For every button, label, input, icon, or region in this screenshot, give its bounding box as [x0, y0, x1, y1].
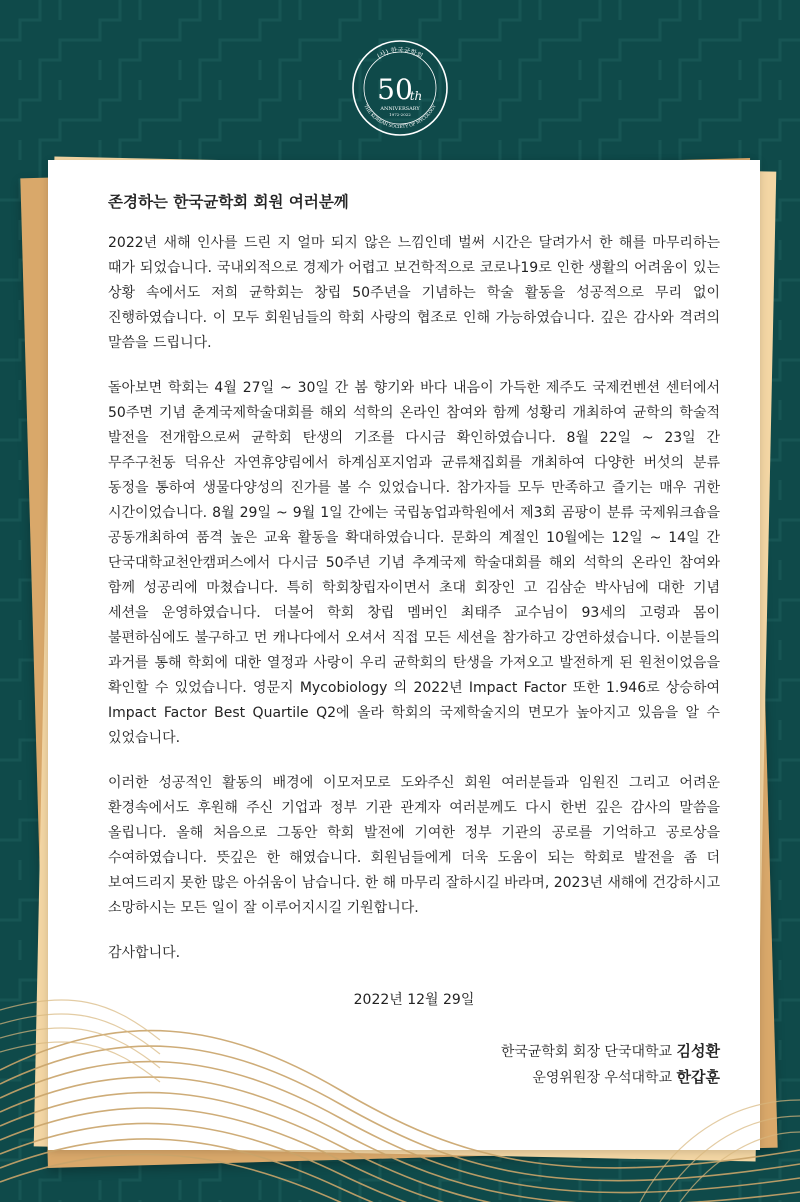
emblem-label: ANNIVERSARY: [380, 106, 420, 112]
letter-paragraph-2: 돌아보면 학회는 4월 27일 ~ 30일 간 봄 향기와 바다 내음이 가득한 제주도 국제컨벤션 센터에서 50주면 기념 춘계국제학술대회를 해외 석학의 온라인 참여와 함께 성황리 개최하여 균학의 학술적 발전을 전개함으로써 균학회 탄생의 기조를 다시금 확인하였습니다. 8월 22일 ~ 23일 간 무주구천동 덕유산 자연휴양림에서 하계심포지엄과 균류채집회를 개최하여 다양한 버섯의 분류 동정을 통하여 생물다양성의 진가를 볼 수 있었습니다. 참가자들 모두 만족하고 즐기는 매우 귀한 시간이었습니다. 8월 29일 ~ 9월 1일 간에는 국립농업과학원에서 제3회 곰팡이 분류 국제워크숍을 공동개최하여 품격 높은 교육 활동을 확대하였습니다. 문화의 계절인 10월에는 12일 ~ 14일 간 단국대학교천안캠퍼스에서 다시금 50주년 기념 추계국제 학술대회를 해외 석학의 온라인 참여와 함께 성공리에 마쳤습니다. 특히 학회창립자이면서 초대 회장인 고 김삼순 박사님에 대한 기념 세션을 운영하였습니다. 더불어 학회 창립 멤버인 최태주 교수님이 93세의 고령과 몸이 불편하심에도 불구하고 먼 캐나다에서 오셔서 직접 모든 세션을 참가하고 강연하셨습니다. 이분들의 과거를 통해 학회에 대한 열정과 사랑이 우리 균학회의 탄생을 가져오고 발전하게 된 원천이었음을 확인할 수 있었습니다. 영문지 Mycobiology 의 2022년 Impact Factor 또한 1.946로 상승하여 Impact Factor Best Quartile Q2에 올라 학회의 국제학술지의 면모가 높아지고 있음을 알 수 있었습니다.: [108, 380, 720, 746]
letter-body: [108, 190, 720, 1091]
signature-president-name: 김성환: [676, 1042, 720, 1060]
emblem-suffix: th: [409, 89, 423, 103]
signature-chair: [108, 1065, 720, 1091]
letter-salutation: 존경하는 한국균학회 회원 여러분께: [108, 193, 349, 211]
emblem-years: 1972-2022: [389, 112, 411, 117]
letter-closing: 감사합니다.: [108, 945, 181, 961]
signature-chair-title: 운영위원장 우석대학교: [532, 1070, 673, 1086]
emblem-ring-bottom: THE KOREAN SOCIETY OF MYCOLOGY: [362, 104, 438, 131]
signature-president-title: 한국균학회 회장 단국대학교: [500, 1044, 673, 1060]
letter-date: 2022년 12월 29일: [353, 992, 475, 1008]
anniversary-emblem: [350, 38, 450, 138]
letter-paragraph-1: 2022년 새해 인사를 드린 지 얼마 되지 않은 느낌인데 벌써 시간은 달려가서 한 해를 마무리하는 때가 되었습니다. 국내외적으로 경제가 어렵고 보건학적으로 코로나19로 인한 생활의 어려움이 있는 상황 속에서도 저희 균학회는 창립 50주년을 기념하는 학술 활동을 성공적으로 무리 없이 진행하였습니다. 이 모두 회원님들의 학회 사랑의 협조로 인해 가능하였습니다. 깊은 감사와 격려의 말씀을 드립니다.: [108, 235, 720, 351]
signature-chair-name: 한갑훈: [676, 1068, 720, 1086]
emblem-number: 50: [377, 73, 413, 106]
emblem-ring-top: (사) 한국균학회: [375, 45, 425, 61]
svg-text:(사) 한국균학회: [376, 45, 425, 60]
letter-paragraph-3: 이러한 성공적인 활동의 배경에 이모저모로 도와주신 회원 여러분들과 임원진 그리고 어려운 환경속에서도 후원해 주신 기업과 정부 기관 관계자 여러분께도 다시 한번 깊은 감사의 말씀을 올립니다. 올해 처음으로 그동안 학회 발전에 기여한 정부 기관의 공로를 기억하고 공로상을 수여하였습니다. 뜻깊은 한 해였습니다. 회원님들에게 더욱 도움이 되는 학회로 발전을 좀 더 보여드리지 못한 많은 아쉬움이 남습니다. 한 해 마무리 잘하시길 바라며, 2023년 새해에 건강하시고 소망하시는 모든 일이 잘 이루어지시길 기원합니다.: [108, 775, 720, 916]
signature-president: [108, 1039, 720, 1065]
